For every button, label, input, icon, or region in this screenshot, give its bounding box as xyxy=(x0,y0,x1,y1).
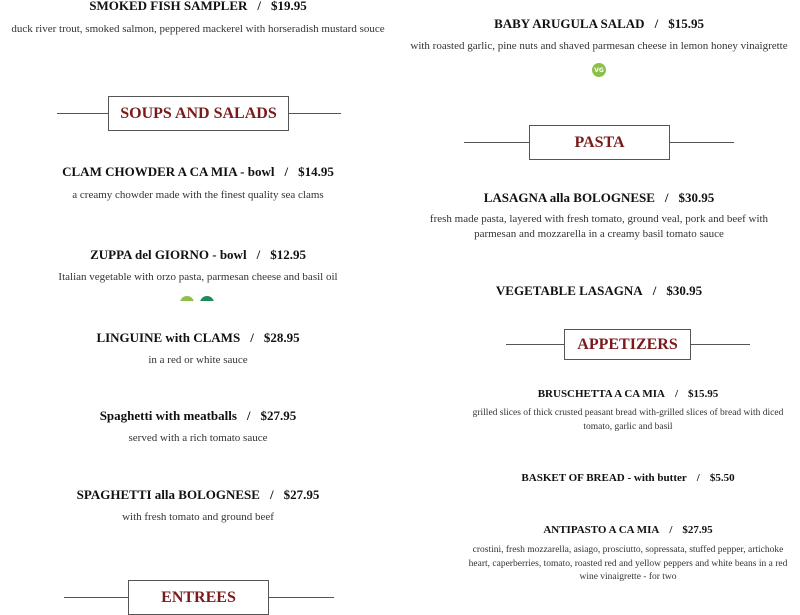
price-separator: / xyxy=(652,283,657,298)
menu-item-basket-of-bread xyxy=(428,472,800,484)
price-separator: / xyxy=(250,330,254,345)
item-name: LINGUINE with CLAMS xyxy=(96,330,241,345)
menu-item-spaghetti-bolognese xyxy=(0,487,396,503)
price-separator: / xyxy=(664,190,669,205)
price-separator: / xyxy=(246,408,251,423)
diet-badges-clipped xyxy=(180,296,220,301)
item-price: $5.50 xyxy=(709,472,735,484)
menu-item-smoked-fish-sampler xyxy=(0,0,396,14)
item-price: $27.95 xyxy=(283,487,320,502)
item-description: Italian vegetable with orzo pasta, parmesan cheese and basil oil xyxy=(58,271,338,283)
item-price: $30.95 xyxy=(666,283,703,298)
item-name: BABY ARUGULA SALAD xyxy=(494,16,645,31)
item-price: $12.95 xyxy=(270,247,306,262)
item-description: grilled slices of thick crusted peasant bread with-grilled slices of bread with diced tomato, garlic and basil xyxy=(472,408,784,432)
section-title: ENTREES xyxy=(128,580,269,615)
item-price: $27.95 xyxy=(260,408,297,423)
item-description: with fresh tomato and ground beef xyxy=(122,511,274,523)
item-name: CLAM CHOWDER A CA MIA - bowl xyxy=(62,164,275,179)
item-name: ZUPPA del GIORNO - bowl xyxy=(90,247,247,262)
item-description: crostini, fresh mozzarella, asiago, prosciutto, sopressata, stuffed pepper, artichoke heart, caperberries, tomato, roasted red and yellow peppers and white beans in a red wine vinaigrette - for two xyxy=(468,545,788,582)
item-price: $14.95 xyxy=(298,164,334,179)
menu-item-bruschetta xyxy=(428,388,800,400)
item-name: VEGETABLE LASAGNA xyxy=(495,283,643,298)
item-price: $19.95 xyxy=(271,0,307,13)
item-description: a creamy chowder made with the finest quality sea clams xyxy=(72,189,324,201)
price-separator: / xyxy=(674,388,679,400)
menu-item-lasagna-bolognese xyxy=(400,190,798,206)
item-price: $28.95 xyxy=(263,330,300,345)
menu-item-vegetable-lasagna xyxy=(400,283,798,299)
price-separator: / xyxy=(269,487,274,502)
section-title: SOUPS AND SALADS xyxy=(108,96,289,131)
section-header-soups-salads xyxy=(0,104,400,122)
item-name: SPAGHETTI alla BOLOGNESE xyxy=(76,487,260,502)
item-description: with roasted garlic, pine nuts and shaved parmesan cheese in lemon honey vinaigrette xyxy=(410,40,788,52)
item-price: $30.95 xyxy=(678,190,715,205)
price-separator: / xyxy=(256,247,261,262)
price-separator: / xyxy=(257,0,262,13)
price-separator: / xyxy=(669,524,673,536)
item-name: BASKET OF BREAD - with butter xyxy=(521,472,687,484)
menu-item-linguine-clams xyxy=(0,330,396,346)
vegan-badge-icon: VG xyxy=(592,63,606,77)
item-name: Spaghetti with meatballs xyxy=(99,408,237,423)
item-price: $27.95 xyxy=(682,524,713,536)
menu-item-antipasto xyxy=(428,524,800,536)
price-separator: / xyxy=(696,472,700,484)
price-separator: / xyxy=(284,164,289,179)
item-description: served with a rich tomato sauce xyxy=(128,432,268,444)
price-separator: / xyxy=(654,16,659,31)
menu-item-baby-arugula-salad xyxy=(400,16,798,32)
menu-item-spaghetti-meatballs xyxy=(0,408,396,424)
item-name: BRUSCHETTA A CA MIA xyxy=(537,388,665,400)
section-header-appetizers xyxy=(400,335,800,353)
menu-item-zuppa-del-giorno xyxy=(0,247,396,263)
section-title: APPETIZERS xyxy=(564,329,691,360)
item-name: LASAGNA alla BOLOGNESE xyxy=(483,190,655,205)
item-description: fresh made pasta, layered with fresh tomato, ground veal, pork and beef with parmesan and mozzarella in a creamy basil tomato sauce xyxy=(429,213,769,240)
menu-item-clam-chowder xyxy=(0,164,396,180)
section-header-pasta xyxy=(400,133,800,151)
vegetarian-badge-icon xyxy=(180,296,194,301)
item-name: SMOKED FISH SAMPLER xyxy=(89,0,248,13)
item-price: $15.95 xyxy=(668,16,704,31)
gluten-free-badge-icon xyxy=(200,296,214,301)
item-description: duck river trout, smoked salmon, peppered mackerel with horseradish mustard souce xyxy=(11,23,385,35)
item-name: ANTIPASTO A CA MIA xyxy=(543,524,660,536)
section-title: PASTA xyxy=(529,125,670,160)
item-description: in a red or white sauce xyxy=(148,354,248,366)
section-header-entrees xyxy=(0,588,400,606)
item-price: $15.95 xyxy=(688,388,719,400)
